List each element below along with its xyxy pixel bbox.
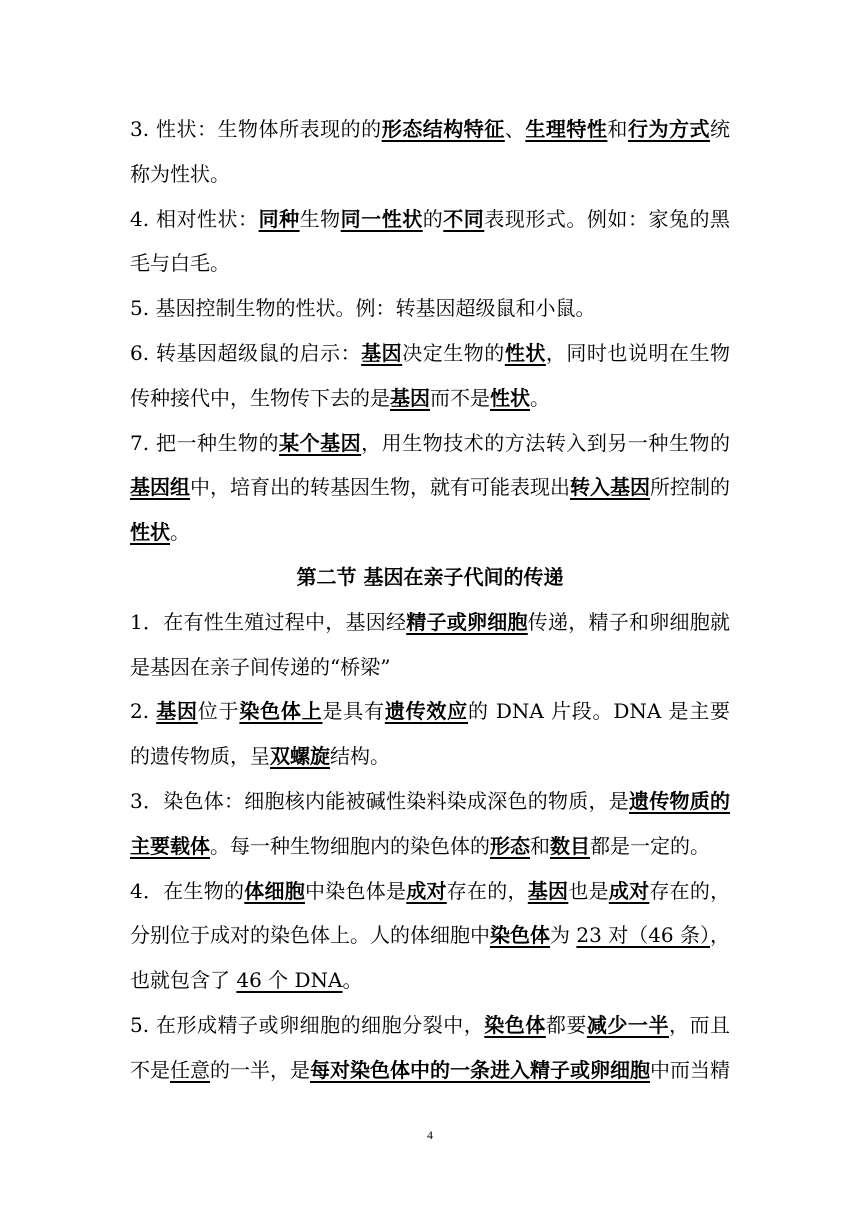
text-segment: 都要 bbox=[545, 1012, 587, 1037]
text-segment: 也是 bbox=[568, 878, 609, 903]
text-segment: 3．染色体：细胞核内能被碱性染料染成深色的物质，是 bbox=[130, 788, 629, 813]
key-term: 同种 bbox=[258, 206, 300, 231]
key-term: 转入基因 bbox=[570, 475, 650, 500]
text-segment: 表现形式。例如：家兔的黑毛与白毛。 bbox=[130, 206, 731, 276]
text-segment: ，同时也说明在生物传种接代中，生物传下去的是 bbox=[130, 340, 731, 410]
key-term: 基因 bbox=[361, 340, 403, 365]
underlined-text: 46 个 DNA bbox=[236, 968, 343, 993]
text-segment: 存在的， bbox=[446, 878, 528, 903]
text-segment: 而不是 bbox=[430, 385, 490, 410]
paragraph bbox=[130, 331, 730, 421]
key-term: 形态结构特征 bbox=[381, 117, 505, 141]
key-term: 每对染色体中的一条进入精子或卵细胞 bbox=[310, 1057, 650, 1082]
page-number: 4 bbox=[427, 1128, 433, 1142]
text-segment: 中而当精 bbox=[650, 1057, 730, 1082]
key-term: 不同 bbox=[443, 206, 485, 231]
paragraph bbox=[130, 1003, 730, 1093]
key-term: 成对 bbox=[406, 878, 447, 903]
text-segment: 。 bbox=[170, 520, 190, 545]
key-term: 精子或卵细胞 bbox=[406, 609, 528, 634]
text-segment: ，而且不是 bbox=[130, 1012, 731, 1082]
key-term: 减少一半 bbox=[586, 1012, 669, 1037]
text-segment: 。 bbox=[530, 385, 550, 410]
text-segment: 存在的，分别位于成对的染色体上。人的体细胞中 bbox=[130, 878, 731, 948]
key-term: 遗传效应 bbox=[384, 699, 468, 724]
key-term: 染色体 bbox=[490, 923, 551, 948]
text-segment: 中染色体是 bbox=[305, 878, 407, 903]
text-segment: 传递，精子和卵细胞就是基因在亲子间传递的“桥梁” bbox=[130, 609, 731, 679]
key-term: 基因 bbox=[390, 385, 430, 410]
text-segment: 决定生物的 bbox=[402, 340, 505, 365]
text-segment: 位于 bbox=[197, 699, 240, 724]
section-heading: 第二节 基因在亲子代间的传递 bbox=[296, 564, 564, 589]
text-segment: 5. 在形成精子或卵细胞的细胞分裂中， bbox=[130, 1012, 485, 1037]
paragraph bbox=[130, 779, 730, 869]
paragraph bbox=[130, 107, 730, 197]
text-segment: 统称为性状。 bbox=[130, 117, 731, 186]
key-term: 染色体上 bbox=[239, 699, 323, 724]
paragraph bbox=[130, 421, 730, 555]
text-segment: 的一半，是 bbox=[210, 1057, 310, 1082]
document-body bbox=[130, 107, 730, 1093]
text-segment: 2. bbox=[130, 699, 157, 724]
text-segment: 7. 把一种生物的 bbox=[130, 430, 280, 455]
text-segment: 1．在有性生殖过程中，基因经 bbox=[130, 609, 407, 634]
key-term: 基因 bbox=[156, 699, 198, 724]
key-term: 行为方式 bbox=[627, 117, 711, 141]
paragraph bbox=[130, 869, 730, 1003]
paragraph bbox=[130, 286, 730, 331]
text-segment: 6. 转基因超级鼠的启示： bbox=[130, 340, 362, 365]
text-segment: 和 bbox=[607, 117, 628, 141]
text-segment: 是具有 bbox=[322, 699, 385, 724]
text-segment: 4．在生物的 bbox=[130, 878, 245, 903]
text-segment: ，用生物技术的方法转入到另一种生物的 bbox=[361, 430, 730, 455]
text-segment: 、 bbox=[504, 117, 526, 141]
key-term: 基因 bbox=[527, 878, 569, 903]
paragraph bbox=[130, 600, 730, 690]
text-segment: 的 bbox=[422, 206, 444, 231]
text-segment: 生物 bbox=[299, 206, 341, 231]
paragraph bbox=[130, 197, 730, 287]
text-segment: 的 DNA 片段。DNA 是主要的遗传物质，呈 bbox=[130, 699, 731, 769]
key-term: 同一性状 bbox=[340, 206, 423, 231]
text-segment: 和 bbox=[530, 833, 550, 858]
text-segment: 所控制的 bbox=[650, 475, 730, 500]
text-segment: 为 bbox=[550, 923, 577, 948]
text-segment: 3. 性状：生物体所表现的的 bbox=[130, 117, 382, 141]
underlined-text: 任意 bbox=[170, 1057, 210, 1082]
text-segment: ，也就包含了 bbox=[130, 923, 731, 993]
text-segment: 都是一定的。 bbox=[590, 833, 710, 858]
key-term: 某个基因 bbox=[279, 430, 362, 455]
key-term: 体细胞 bbox=[244, 878, 305, 903]
key-term: 成对 bbox=[608, 878, 650, 903]
key-term: 性状 bbox=[504, 340, 546, 365]
key-term: 性状 bbox=[130, 520, 170, 545]
key-term: 数目 bbox=[550, 833, 590, 858]
key-term: 染色体 bbox=[484, 1012, 546, 1037]
paragraph bbox=[130, 689, 730, 779]
underlined-text: 23 对（46 条） bbox=[576, 923, 711, 948]
text-segment: 结构。 bbox=[330, 744, 390, 769]
text-segment: 4. 相对性状： bbox=[130, 206, 259, 231]
key-term: 生理特性 bbox=[525, 117, 608, 141]
key-term: 遗传物质的主要载体 bbox=[130, 788, 731, 858]
text-segment: 5. 基因控制生物的性状。例：转基因超级鼠和小鼠。 bbox=[130, 296, 596, 321]
key-term: 形态 bbox=[490, 833, 530, 858]
text-segment: 。每一种生物细胞内的染色体的 bbox=[210, 833, 490, 858]
key-term: 基因组 bbox=[130, 475, 190, 500]
key-term: 性状 bbox=[490, 385, 530, 410]
text-segment: 。 bbox=[342, 968, 363, 993]
text-segment: 中，培育出的转基因生物，就有可能表现出 bbox=[190, 475, 570, 500]
key-term: 双螺旋 bbox=[270, 744, 330, 769]
